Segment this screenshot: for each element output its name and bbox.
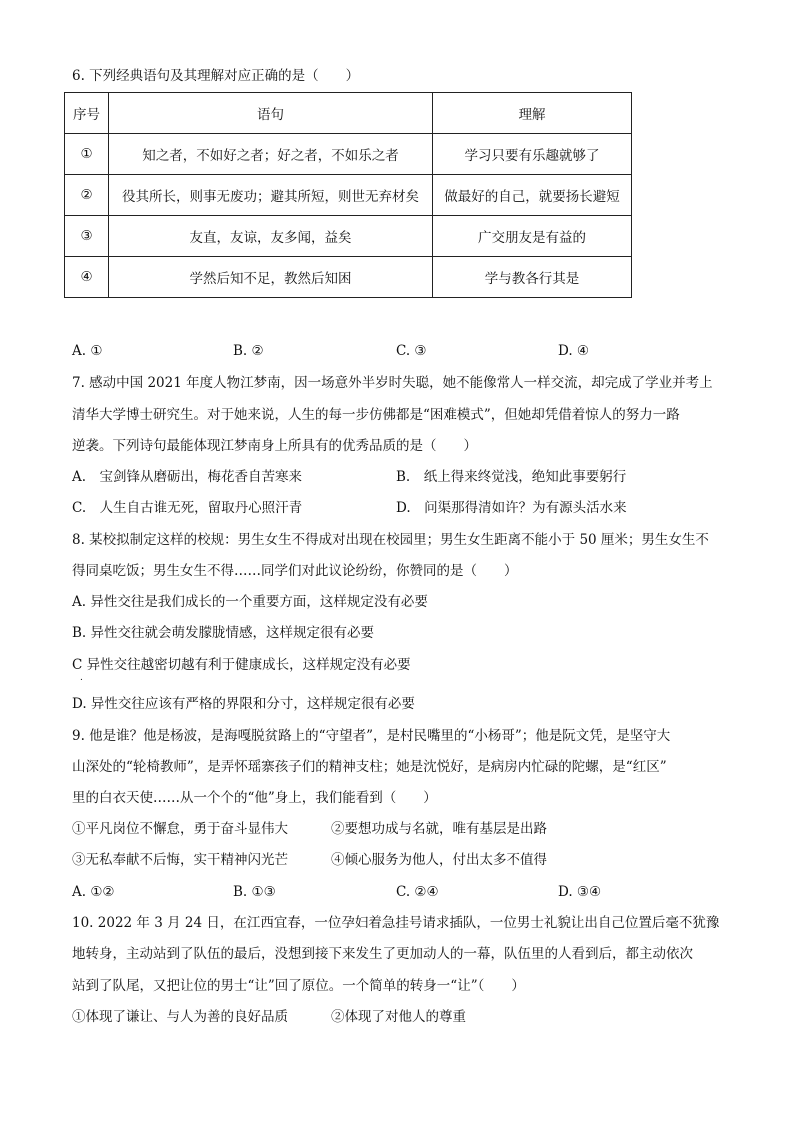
q7-stem-line: 清华大学博士研究生。对于她来说，人生的每一步仿佛都是“困难模式”，但她却凭借着惊人的努力一路 xyxy=(72,407,680,423)
q7-option-b[interactable]: B. 纸上得来终觉浅，绝知此事要躬行 xyxy=(396,469,627,485)
header-sentence: 语句 xyxy=(109,93,433,134)
q8-option-b[interactable]: B. 异性交往就会萌发朦胧情感，这样规定很有必要 xyxy=(72,625,375,641)
q9-item-4: ④倾心服务为他人，付出太多不值得 xyxy=(331,852,547,868)
q10-item-1: ①体现了谦让、与人为善的良好品质 xyxy=(72,1009,288,1025)
q7-option-d[interactable]: D. 问渠那得清如许？为有源头活水来 xyxy=(396,500,627,516)
q9-item-2: ②要想功成与名就，唯有基层是出路 xyxy=(331,821,547,837)
q10-stem-line: 10. 2022 年 3 月 24 日，在江西宜春，一位孕妇着急挂号请求插队，一位男士礼貌让出自己位置后毫不犹豫 xyxy=(72,915,720,931)
row-understanding: 学与教各行其是 xyxy=(433,257,632,298)
q6-stem: 6. 下列经典语句及其理解对应正确的是（ ） xyxy=(72,68,360,84)
row-number: ① xyxy=(65,134,109,175)
row-understanding: 学习只要有乐趣就够了 xyxy=(433,134,632,175)
q7-stem-line: 逆袭。下列诗句最能体现江梦南身上所具有的优秀品质的是（ ） xyxy=(72,438,477,454)
q8-stem-line: 8. 某校拟制定这样的校规：男生女生不得成对出现在校园里；男生女生距离不能小于 50 厘米；男生女生不 xyxy=(72,532,709,548)
row-understanding: 广交朋友是有益的 xyxy=(433,216,632,257)
q9-item-3: ③无私奉献不后悔，实干精神闪光芒 xyxy=(72,852,288,868)
q9-option-a[interactable]: A. ①② xyxy=(72,884,115,900)
q7-option-a[interactable]: A. 宝剑锋从磨砺出，梅花香自苦寒来 xyxy=(72,469,303,485)
row-sentence: 知之者，不如好之者；好之者，不如乐之者 xyxy=(109,134,433,175)
q10-item-2: ②体现了对他人的尊重 xyxy=(331,1009,466,1025)
q6-option-c[interactable]: C. ③ xyxy=(396,343,427,359)
q8-stem-line: 得同桌吃饭；男生女生不得……同学们对此议论纷纷，你赞同的是（ ） xyxy=(72,563,518,579)
q7-stem-line: 7. 感动中国 2021 年度人物江梦南，因一场意外半岁时失聪，她不能像常人一样交流，却完成了学业并考上 xyxy=(72,375,713,391)
q8-option-a[interactable]: A. 异性交往是我们成长的一个重要方面，这样规定没有必要 xyxy=(72,594,428,610)
q9-option-c[interactable]: C. ②④ xyxy=(396,884,439,900)
q9-item-1: ①平凡岗位不懈怠，勇于奋斗显伟大 xyxy=(72,821,288,837)
q6-option-b[interactable]: B. ② xyxy=(233,343,264,359)
stray-dot: . xyxy=(80,673,83,683)
row-sentence: 友直，友谅，友多闻，益矣 xyxy=(109,216,433,257)
q6-option-d[interactable]: D. ④ xyxy=(558,343,590,359)
q9-stem-line: 山深处的“轮椅教师”，是弄怀瑶寨孩子们的精神支柱；她是沈悦好，是病房内忙碌的陀螺，是“红区” xyxy=(72,759,667,775)
q7-option-c[interactable]: C. 人生自古谁无死，留取丹心照汗青 xyxy=(72,500,303,516)
row-number: ③ xyxy=(65,216,109,257)
row-understanding: 做最好的自己，就要扬长避短 xyxy=(433,175,632,216)
header-understanding: 理解 xyxy=(433,93,632,134)
header-number: 序号 xyxy=(65,93,109,134)
table-row xyxy=(65,175,632,216)
q6-option-a[interactable]: A. ① xyxy=(72,343,103,359)
q9-stem-line: 9. 他是谁？他是杨波，是海嘎脱贫路上的“守望者”，是村民嘴里的“小杨哥”；他是阮文凭，是坚守大 xyxy=(72,728,671,744)
row-number: ④ xyxy=(65,257,109,298)
table-row xyxy=(65,257,632,298)
q9-stem-line: 里的白衣天使……从一个个的“他”身上，我们能看到（ ） xyxy=(72,790,437,806)
table-row xyxy=(65,134,632,175)
table-header-row xyxy=(65,93,632,134)
q8-option-d[interactable]: D. 异性交往应该有严格的界限和分寸，这样规定很有必要 xyxy=(72,696,415,712)
q6-table xyxy=(64,92,632,298)
q10-stem-line: 地转身，主动站到了队伍的最后，没想到接下来发生了更加动人的一幕，队伍里的人看到后，都主动依次 xyxy=(72,946,693,962)
row-number: ② xyxy=(65,175,109,216)
q9-option-b[interactable]: B. ①③ xyxy=(233,884,276,900)
row-sentence: 役其所长，则事无废功；避其所短，则世无弃材矣 xyxy=(109,175,433,216)
q9-option-d[interactable]: D. ③④ xyxy=(558,884,602,900)
table-row xyxy=(65,216,632,257)
row-sentence: 学然后知不足，教然后知困 xyxy=(109,257,433,298)
q10-stem-line: 站到了队尾，又把让位的男士“让”回了原位。一个简单的转身一“让”（ ） xyxy=(72,978,525,994)
q8-option-c[interactable]: C 异性交往越密切越有利于健康成长，这样规定没有必要 xyxy=(72,657,411,673)
